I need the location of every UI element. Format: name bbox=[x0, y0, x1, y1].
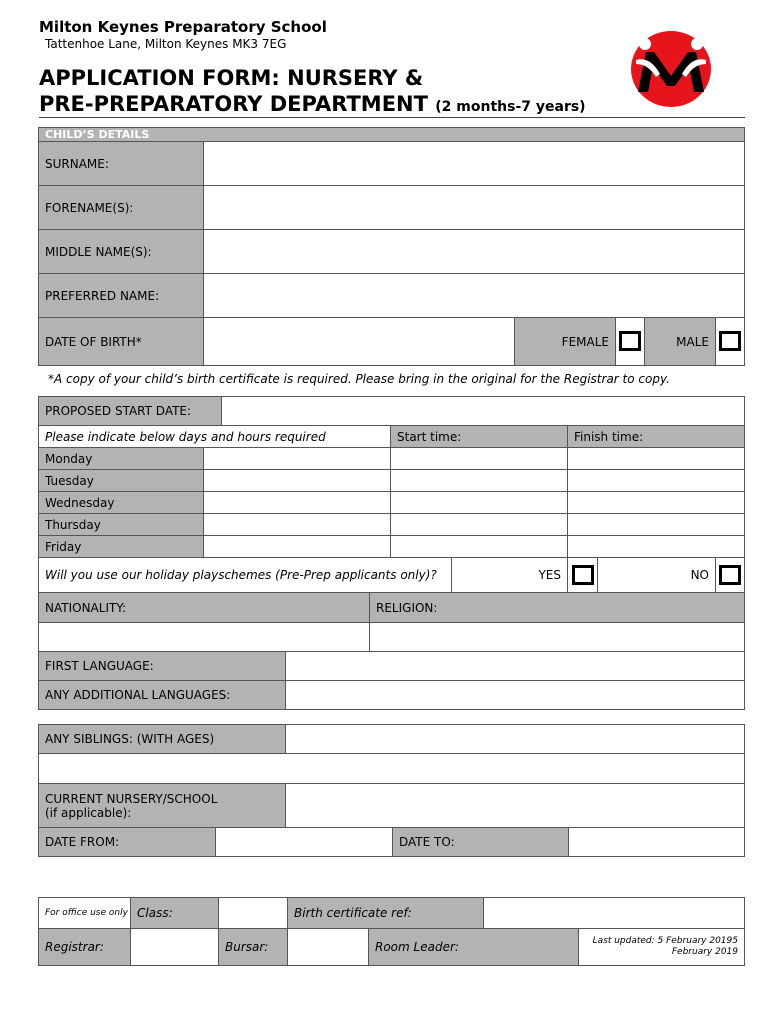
additional-languages-label: ANY ADDITIONAL LANGUAGES: bbox=[38, 680, 286, 710]
thursday-start-input[interactable] bbox=[390, 513, 568, 536]
siblings-label: ANY SIBLINGS: (WITH AGES) bbox=[38, 724, 286, 754]
wednesday-start-input[interactable] bbox=[390, 491, 568, 514]
form-title-line1: APPLICATION FORM: NURSERY & bbox=[39, 66, 424, 90]
section-header-childs-details: CHILD’S DETAILS bbox=[38, 127, 745, 142]
preferred-name-label: PREFERRED NAME: bbox=[38, 273, 204, 318]
middle-names-label: MIDDLE NAME(S): bbox=[38, 229, 204, 274]
current-school-label-line1: CURRENT NURSERY/SCHOOL bbox=[45, 791, 218, 806]
wednesday-finish-input[interactable] bbox=[567, 491, 745, 514]
dob-label: DATE OF BIRTH* bbox=[38, 317, 204, 366]
monday-start-input[interactable] bbox=[390, 447, 568, 470]
proposed-start-input[interactable] bbox=[221, 396, 745, 426]
religion-label: RELIGION: bbox=[369, 592, 745, 623]
day-label-thursday: Thursday bbox=[38, 513, 204, 536]
form-title-main: PRE-PREPARATORY DEPARTMENT bbox=[39, 92, 428, 116]
holiday-no-label: NO bbox=[597, 557, 716, 593]
last-updated-note bbox=[578, 928, 745, 966]
preferred-name-input[interactable] bbox=[203, 273, 745, 318]
form-title-line2 bbox=[39, 92, 586, 116]
thursday-finish-input[interactable] bbox=[567, 513, 745, 536]
day-label-friday: Friday bbox=[38, 535, 204, 558]
tuesday-finish-input[interactable] bbox=[567, 469, 745, 492]
last-updated-line1: Last updated: 5 February 20195 bbox=[592, 936, 738, 946]
school-name: Milton Keynes Preparatory School bbox=[39, 18, 327, 36]
tuesday-start-input[interactable] bbox=[390, 469, 568, 492]
form-title-age-range: (2 months-7 years) bbox=[435, 99, 586, 115]
forenames-input[interactable] bbox=[203, 185, 745, 230]
first-language-input[interactable] bbox=[285, 651, 745, 681]
day-label-monday: Monday bbox=[38, 447, 204, 470]
current-school-label-line2: (if applicable): bbox=[45, 805, 132, 820]
religion-input[interactable] bbox=[369, 622, 745, 652]
class-input[interactable] bbox=[218, 897, 288, 929]
friday-start-input[interactable] bbox=[390, 535, 568, 558]
monday-finish-input[interactable] bbox=[567, 447, 745, 470]
first-language-label: FIRST LANGUAGE: bbox=[38, 651, 286, 681]
tuesday-hours-input[interactable] bbox=[203, 469, 391, 492]
monday-hours-input[interactable] bbox=[203, 447, 391, 470]
day-label-tuesday: Tuesday bbox=[38, 469, 204, 492]
female-checkbox[interactable] bbox=[619, 331, 641, 351]
date-from-input[interactable] bbox=[215, 827, 393, 857]
holiday-yes-label: YES bbox=[451, 557, 568, 593]
birth-cert-ref-input[interactable] bbox=[483, 897, 745, 929]
additional-languages-input[interactable] bbox=[285, 680, 745, 710]
class-label: Class: bbox=[130, 897, 219, 929]
current-school-input[interactable] bbox=[285, 783, 745, 828]
registrar-input[interactable] bbox=[130, 928, 219, 966]
date-from-label: DATE FROM: bbox=[38, 827, 216, 857]
nationality-label: NATIONALITY: bbox=[38, 592, 370, 623]
office-use-label: For office use only bbox=[38, 897, 131, 929]
middle-names-input[interactable] bbox=[203, 229, 745, 274]
birth-certificate-note: *A copy of your child’s birth certificate is required. Please bring in the original for the Registrar to copy. bbox=[48, 372, 670, 386]
start-time-header: Start time: bbox=[390, 425, 568, 448]
school-address: Tattenhoe Lane, Milton Keynes MK3 7EG bbox=[45, 37, 287, 51]
day-label-wednesday: Wednesday bbox=[38, 491, 204, 514]
nationality-input[interactable] bbox=[38, 622, 370, 652]
dob-input[interactable] bbox=[203, 317, 515, 366]
male-label: MALE bbox=[644, 317, 716, 366]
holiday-no-checkbox[interactable] bbox=[719, 565, 741, 585]
holiday-yes-checkbox[interactable] bbox=[572, 565, 594, 585]
current-school-label bbox=[38, 783, 286, 828]
school-logo-icon bbox=[630, 30, 712, 108]
last-updated-line2: February 2019 bbox=[671, 947, 738, 957]
surname-input[interactable] bbox=[203, 141, 745, 186]
registrar-label: Registrar: bbox=[38, 928, 131, 966]
forenames-label: FORENAME(S): bbox=[38, 185, 204, 230]
friday-finish-input[interactable] bbox=[567, 535, 745, 558]
male-checkbox[interactable] bbox=[719, 331, 741, 351]
surname-label: SURNAME: bbox=[38, 141, 204, 186]
siblings-input[interactable] bbox=[285, 724, 745, 754]
bursar-input[interactable] bbox=[287, 928, 369, 966]
date-to-input[interactable] bbox=[568, 827, 745, 857]
birth-cert-ref-label: Birth certificate ref: bbox=[287, 897, 484, 929]
bursar-label: Bursar: bbox=[218, 928, 288, 966]
thursday-hours-input[interactable] bbox=[203, 513, 391, 536]
title-divider bbox=[39, 117, 745, 118]
date-to-label: DATE TO: bbox=[392, 827, 569, 857]
holiday-playscheme-question: Will you use our holiday playschemes (Pre-Prep applicants only)? bbox=[38, 557, 452, 593]
days-hours-instruction: Please indicate below days and hours required bbox=[38, 425, 391, 448]
female-label: FEMALE bbox=[514, 317, 616, 366]
siblings-extra-input[interactable] bbox=[38, 753, 745, 784]
friday-hours-input[interactable] bbox=[203, 535, 391, 558]
wednesday-hours-input[interactable] bbox=[203, 491, 391, 514]
proposed-start-label: PROPOSED START DATE: bbox=[38, 396, 222, 426]
room-leader-label: Room Leader: bbox=[368, 928, 579, 966]
finish-time-header: Finish time: bbox=[567, 425, 745, 448]
